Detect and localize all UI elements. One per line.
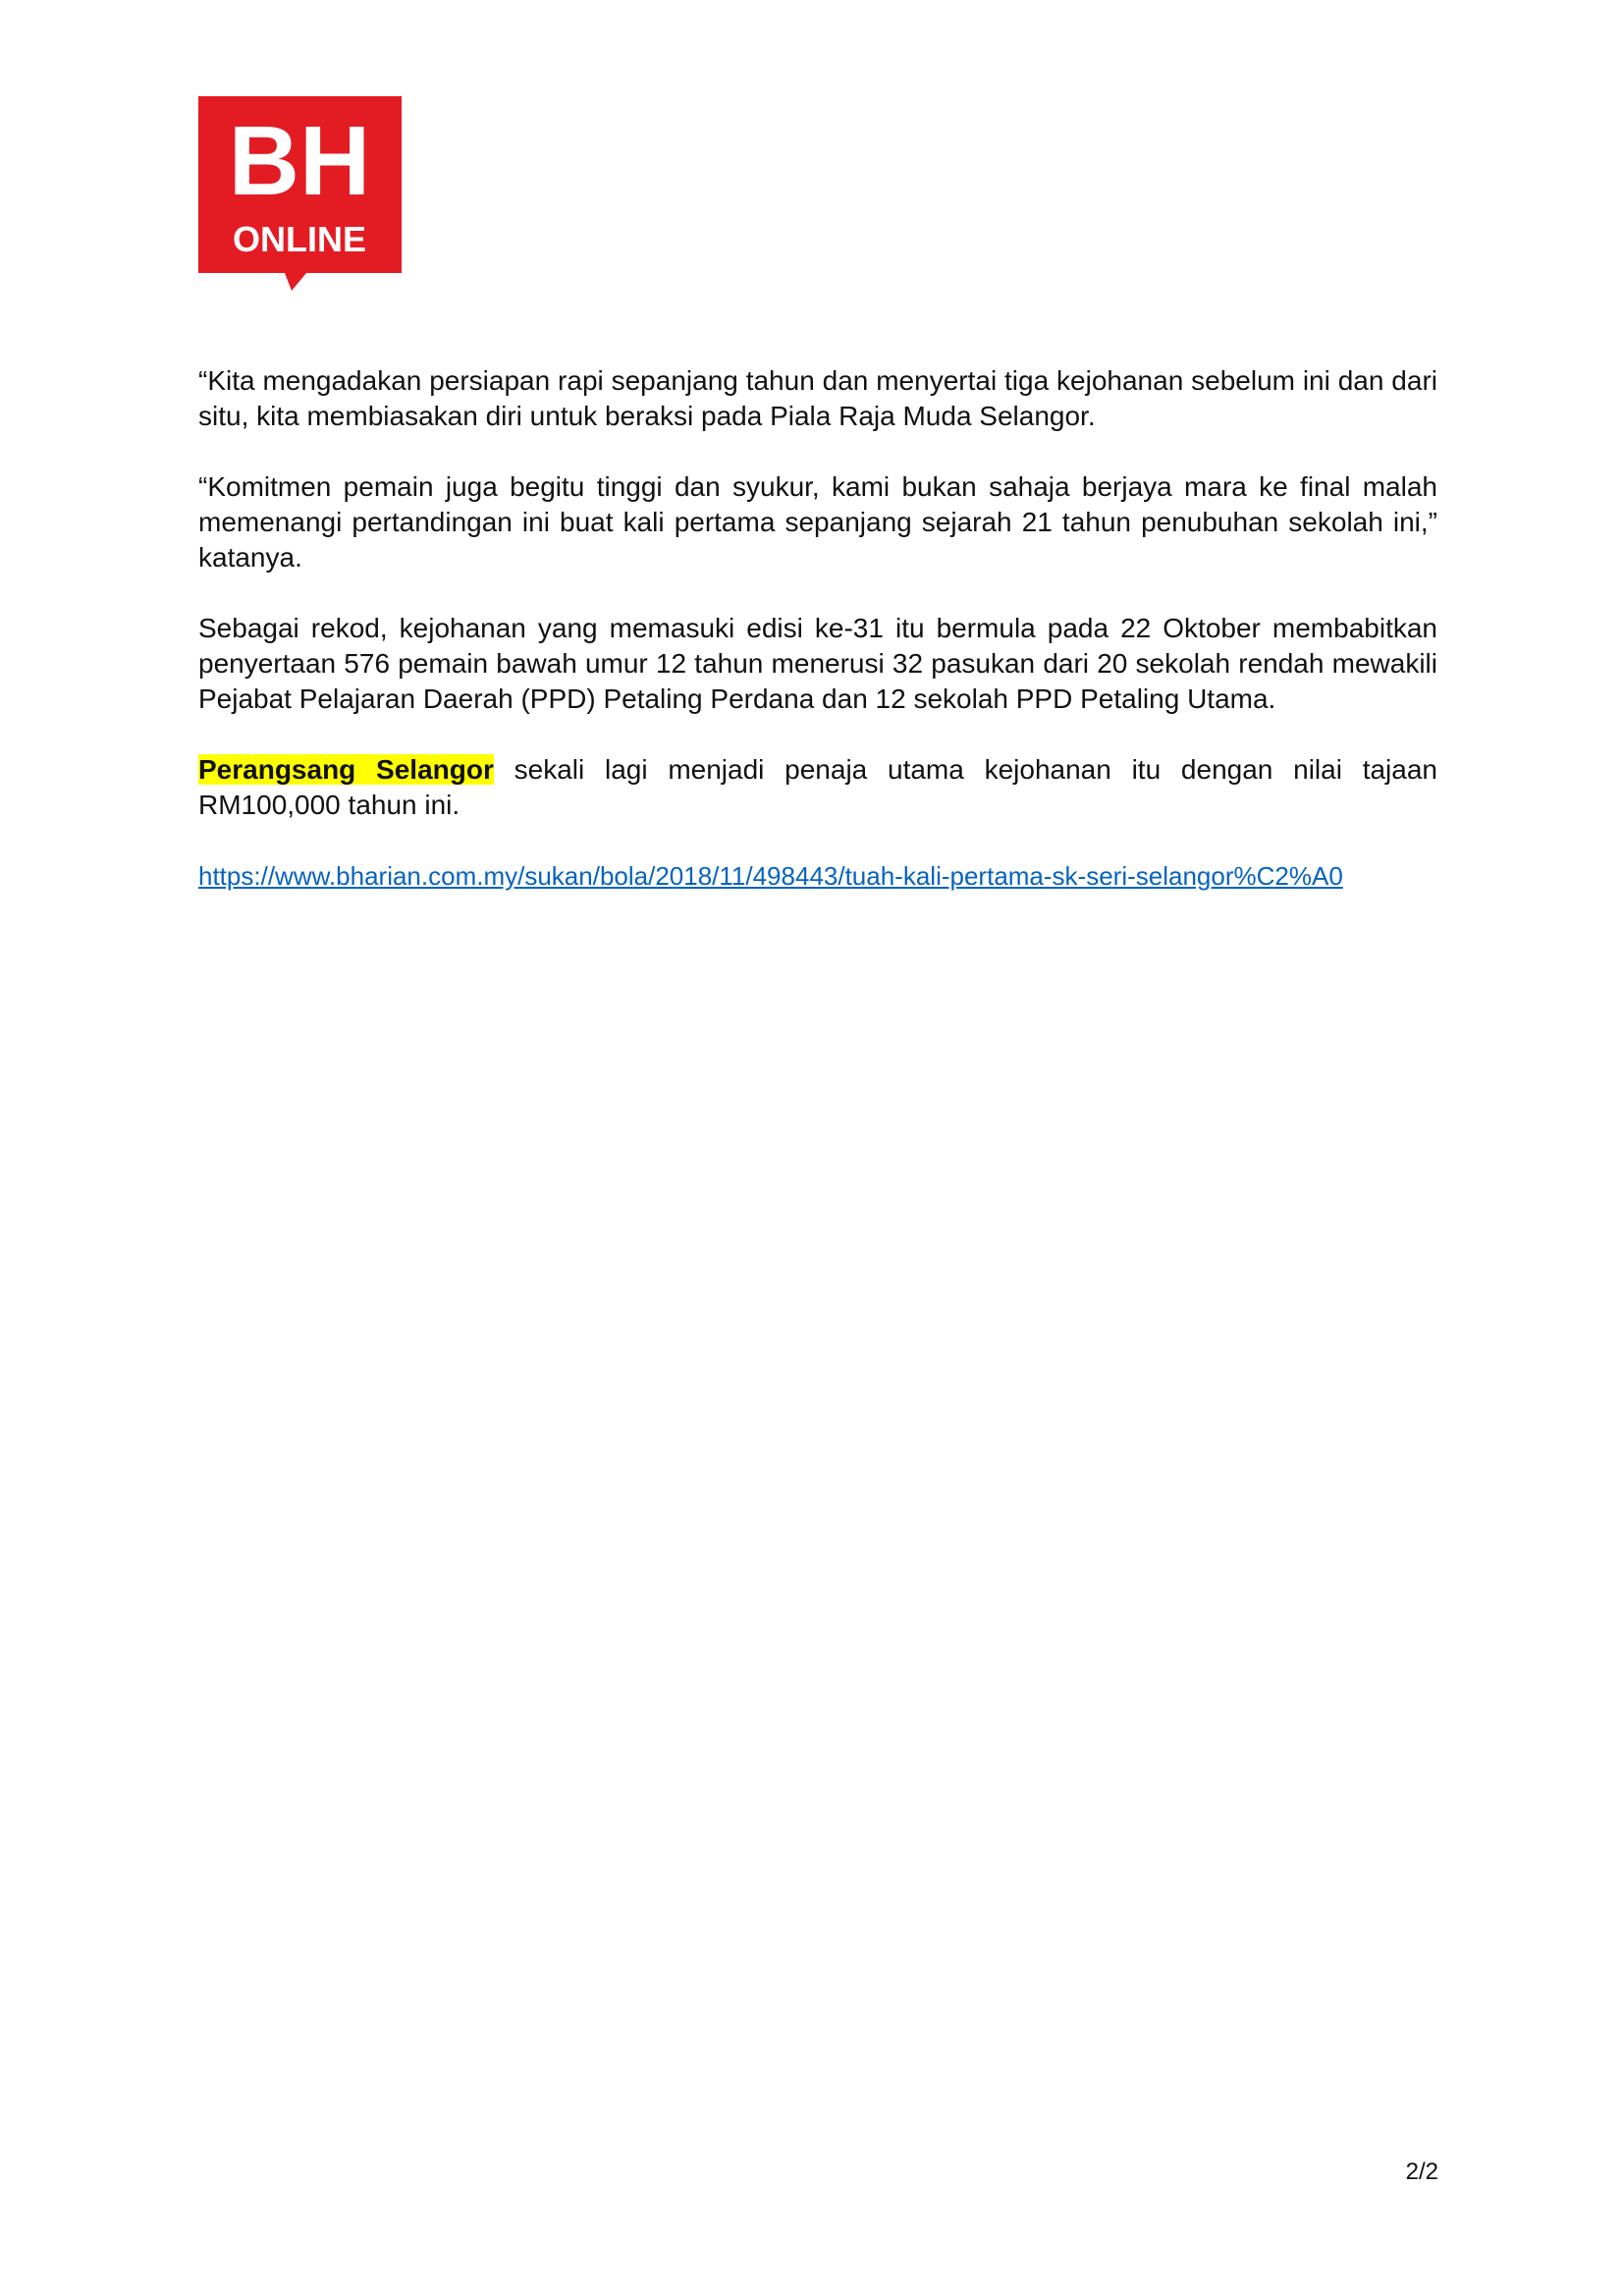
paragraph-sponsor xyxy=(198,752,1437,823)
paragraph-2: “Komitmen pemain juga begitu tinggi dan syukur, kami bukan sahaja berjaya mara ke final malah memenangi pertandingan ini buat kali pertama sepanjang sejarah 21 tahun penubuhan sekolah ini,” katanya. xyxy=(198,471,1437,573)
paragraph-3: Sebagai rekod, kejohanan yang memasuki edisi ke-31 itu bermula pada 22 Oktober membabitkan penyertaan 576 pemain bawah umur 12 tahun menerusi 32 pasukan dari 20 sekolah rendah mewakili Pejabat Pelajaran Daerah (PPD) Petaling Perdana dan 12 sekolah PPD Petaling Utama. xyxy=(198,613,1437,714)
page-number: 2/2 xyxy=(1405,2159,1438,2185)
logo-bh: BH xyxy=(228,106,371,216)
highlighted-sponsor-name: Perangsang Selangor xyxy=(198,754,494,785)
bh-online-logo xyxy=(198,96,402,291)
paragraph-1: “Kita mengadakan persiapan rapi sepanjang tahun dan menyertai tiga kejohanan sebelum ini dan dari situ, kita membiasakan diri untuk beraksi pada Piala Raja Muda Selangor. xyxy=(198,365,1437,431)
article-body xyxy=(198,363,1437,894)
sponsor-text: sekali lagi menjadi penaja utama kejohanan itu dengan nilai tajaan RM100,000 tahun ini. xyxy=(198,754,1437,820)
logo-online: ONLINE xyxy=(232,219,367,259)
source-link[interactable]: https://www.bharian.com.my/sukan/bola/2018/11/498443/tuah-kali-pertama-sk-seri-selangor%C2%A0 xyxy=(198,861,1343,891)
